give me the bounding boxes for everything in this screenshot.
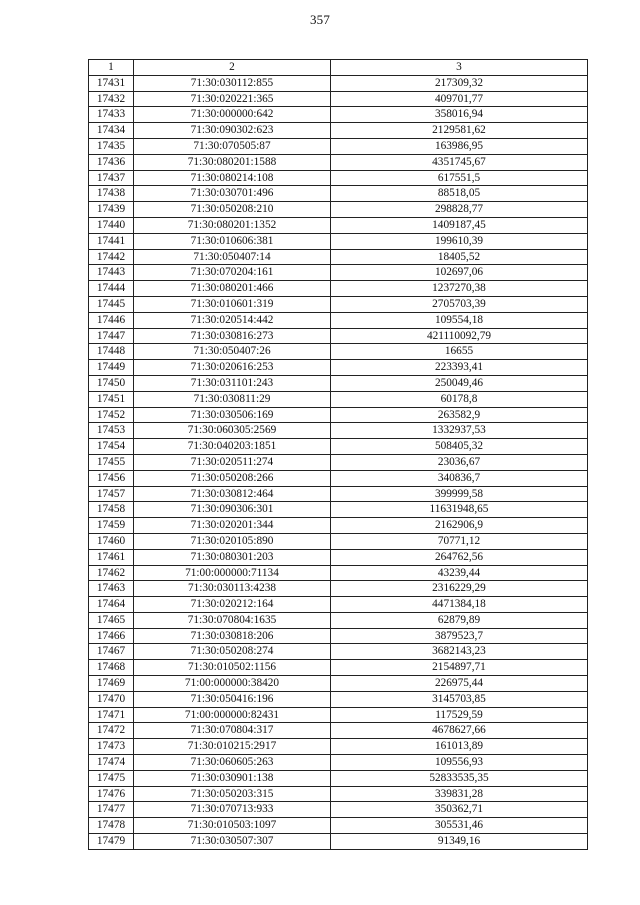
table-row (89, 328, 588, 344)
value-cell: 60178,8 (331, 391, 588, 407)
table-row (89, 454, 588, 470)
table-row (89, 375, 588, 391)
table-row (89, 786, 588, 802)
cadastral-number-cell: 71:30:020616:253 (134, 360, 331, 376)
value-cell: 2154897,71 (331, 660, 588, 676)
value-cell: 298828,77 (331, 202, 588, 218)
row-number-cell: 17443 (89, 265, 134, 281)
cadastral-number-cell: 71:30:050407:14 (134, 249, 331, 265)
cadastral-number-cell: 71:30:020511:274 (134, 454, 331, 470)
cadastral-number-cell: 71:30:030112:855 (134, 75, 331, 91)
cadastral-number-cell: 71:30:080301:203 (134, 549, 331, 565)
value-cell: 340836,7 (331, 470, 588, 486)
table-row (89, 170, 588, 186)
cadastral-number-cell: 71:30:080214:108 (134, 170, 331, 186)
value-cell: 263582,9 (331, 407, 588, 423)
header-row (89, 60, 588, 76)
row-number-cell: 17459 (89, 518, 134, 534)
cadastral-number-cell: 71:30:050208:266 (134, 470, 331, 486)
cadastral-number-cell: 71:30:080201:466 (134, 281, 331, 297)
table-row (89, 75, 588, 91)
value-cell: 117529,59 (331, 707, 588, 723)
row-number-cell: 17442 (89, 249, 134, 265)
cadastral-number-cell: 71:30:040203:1851 (134, 439, 331, 455)
row-number-cell: 17477 (89, 802, 134, 818)
cadastral-number-cell: 71:30:030818:206 (134, 628, 331, 644)
value-cell: 23036,67 (331, 454, 588, 470)
cadastral-number-cell: 71:30:070713:933 (134, 802, 331, 818)
row-number-cell: 17453 (89, 423, 134, 439)
value-cell: 223393,41 (331, 360, 588, 376)
value-cell: 88518,05 (331, 186, 588, 202)
value-cell: 109554,18 (331, 312, 588, 328)
value-cell: 4471384,18 (331, 597, 588, 613)
value-cell: 3879523,7 (331, 628, 588, 644)
row-number-cell: 17431 (89, 75, 134, 91)
value-cell: 1409187,45 (331, 217, 588, 233)
table-row (89, 360, 588, 376)
row-number-cell: 17452 (89, 407, 134, 423)
cadastral-number-cell: 71:30:050407:26 (134, 344, 331, 360)
cadastral-number-cell: 71:30:090302:623 (134, 123, 331, 139)
column-header-1: 1 (89, 60, 134, 76)
cadastral-number-cell: 71:30:090306:301 (134, 502, 331, 518)
table-row (89, 565, 588, 581)
value-cell: 62879,89 (331, 612, 588, 628)
table-row (89, 834, 588, 850)
value-cell: 226975,44 (331, 676, 588, 692)
cadastral-number-cell: 71:30:020221:365 (134, 91, 331, 107)
row-number-cell: 17470 (89, 691, 134, 707)
cadastral-number-cell: 71:30:030701:496 (134, 186, 331, 202)
cadastral-number-cell: 71:30:020201:344 (134, 518, 331, 534)
table-row (89, 723, 588, 739)
row-number-cell: 17448 (89, 344, 134, 360)
row-number-cell: 17479 (89, 834, 134, 850)
table-row (89, 739, 588, 755)
table-row (89, 265, 588, 281)
cadastral-number-cell: 71:30:070804:317 (134, 723, 331, 739)
cadastral-number-cell: 71:30:080201:1352 (134, 217, 331, 233)
table-row (89, 91, 588, 107)
row-number-cell: 17458 (89, 502, 134, 518)
cadastral-number-cell: 71:30:030811:29 (134, 391, 331, 407)
table-row (89, 486, 588, 502)
table-row (89, 217, 588, 233)
cadastral-number-cell: 71:30:050416:196 (134, 691, 331, 707)
row-number-cell: 17432 (89, 91, 134, 107)
cadastral-number-cell: 71:30:070804:1635 (134, 612, 331, 628)
table-row (89, 644, 588, 660)
table-row (89, 344, 588, 360)
table-row (89, 660, 588, 676)
cadastral-number-cell: 71:30:010503:1097 (134, 818, 331, 834)
value-cell: 2162906,9 (331, 518, 588, 534)
row-number-cell: 17450 (89, 375, 134, 391)
value-cell: 11631948,65 (331, 502, 588, 518)
cadastral-number-cell: 71:30:010606:381 (134, 233, 331, 249)
table-row (89, 707, 588, 723)
value-cell: 102697,06 (331, 265, 588, 281)
row-number-cell: 17433 (89, 107, 134, 123)
row-number-cell: 17444 (89, 281, 134, 297)
row-number-cell: 17466 (89, 628, 134, 644)
table-row (89, 612, 588, 628)
cadastral-number-cell: 71:30:070505:87 (134, 138, 331, 154)
value-cell: 70771,12 (331, 533, 588, 549)
table-row (89, 439, 588, 455)
value-cell: 4351745,67 (331, 154, 588, 170)
value-cell: 16655 (331, 344, 588, 360)
value-cell: 52833535,35 (331, 770, 588, 786)
row-number-cell: 17437 (89, 170, 134, 186)
cadastral-number-cell: 71:30:060605:263 (134, 755, 331, 771)
value-cell: 250049,46 (331, 375, 588, 391)
value-cell: 3145703,85 (331, 691, 588, 707)
row-number-cell: 17454 (89, 439, 134, 455)
value-cell: 18405,52 (331, 249, 588, 265)
cadastral-number-cell: 71:30:020212:164 (134, 597, 331, 613)
column-header-2: 2 (134, 60, 331, 76)
value-cell: 350362,71 (331, 802, 588, 818)
cadastral-number-cell: 71:30:050208:210 (134, 202, 331, 218)
table-row (89, 407, 588, 423)
row-number-cell: 17445 (89, 296, 134, 312)
table-row (89, 755, 588, 771)
value-cell: 161013,89 (331, 739, 588, 755)
cadastral-number-cell: 71:00:000000:82431 (134, 707, 331, 723)
value-cell: 2129581,62 (331, 123, 588, 139)
value-cell: 109556,93 (331, 755, 588, 771)
row-number-cell: 17447 (89, 328, 134, 344)
table-row (89, 249, 588, 265)
value-cell: 508405,32 (331, 439, 588, 455)
cadastral-number-cell: 71:30:050208:274 (134, 644, 331, 660)
value-cell: 1237270,38 (331, 281, 588, 297)
value-cell: 2316229,29 (331, 581, 588, 597)
value-cell: 421110092,79 (331, 328, 588, 344)
row-number-cell: 17461 (89, 549, 134, 565)
row-number-cell: 17440 (89, 217, 134, 233)
cadastral-number-cell: 71:30:020105:890 (134, 533, 331, 549)
value-cell: 199610,39 (331, 233, 588, 249)
records-table (88, 59, 588, 850)
cadastral-number-cell: 71:30:030507:307 (134, 834, 331, 850)
table-row (89, 676, 588, 692)
table-row (89, 502, 588, 518)
cadastral-number-cell: 71:30:060305:2569 (134, 423, 331, 439)
value-cell: 399999,58 (331, 486, 588, 502)
row-number-cell: 17449 (89, 360, 134, 376)
row-number-cell: 17438 (89, 186, 134, 202)
cadastral-number-cell: 71:30:070204:161 (134, 265, 331, 281)
table-row (89, 581, 588, 597)
row-number-cell: 17457 (89, 486, 134, 502)
table-row (89, 597, 588, 613)
cadastral-number-cell: 71:30:031101:243 (134, 375, 331, 391)
row-number-cell: 17475 (89, 770, 134, 786)
column-header-3: 3 (331, 60, 588, 76)
table-row (89, 202, 588, 218)
table-row (89, 470, 588, 486)
row-number-cell: 17462 (89, 565, 134, 581)
table-row (89, 818, 588, 834)
cadastral-number-cell: 71:00:000000:71134 (134, 565, 331, 581)
row-number-cell: 17471 (89, 707, 134, 723)
page-number: 357 (309, 12, 331, 27)
value-cell: 217309,32 (331, 75, 588, 91)
cadastral-number-cell: 71:30:020514:442 (134, 312, 331, 328)
value-cell: 4678627,66 (331, 723, 588, 739)
cadastral-number-cell: 71:30:010215:2917 (134, 739, 331, 755)
row-number-cell: 17446 (89, 312, 134, 328)
value-cell: 358016,94 (331, 107, 588, 123)
table-row (89, 312, 588, 328)
cadastral-number-cell: 71:30:030901:138 (134, 770, 331, 786)
row-number-cell: 17478 (89, 818, 134, 834)
table-row (89, 233, 588, 249)
row-number-cell: 17441 (89, 233, 134, 249)
value-cell: 163986,95 (331, 138, 588, 154)
value-cell: 43239,44 (331, 565, 588, 581)
row-number-cell: 17456 (89, 470, 134, 486)
table-row (89, 154, 588, 170)
cadastral-number-cell: 71:30:030816:273 (134, 328, 331, 344)
row-number-cell: 17468 (89, 660, 134, 676)
row-number-cell: 17451 (89, 391, 134, 407)
cadastral-number-cell: 71:30:050203:315 (134, 786, 331, 802)
row-number-cell: 17472 (89, 723, 134, 739)
value-cell: 1332937,53 (331, 423, 588, 439)
table-row (89, 533, 588, 549)
table-row (89, 691, 588, 707)
table-row (89, 281, 588, 297)
table-row (89, 423, 588, 439)
row-number-cell: 17434 (89, 123, 134, 139)
row-number-cell: 17460 (89, 533, 134, 549)
table-row (89, 123, 588, 139)
cadastral-number-cell: 71:30:030506:169 (134, 407, 331, 423)
cadastral-number-cell: 71:30:010601:319 (134, 296, 331, 312)
row-number-cell: 17463 (89, 581, 134, 597)
table-row (89, 770, 588, 786)
row-number-cell: 17474 (89, 755, 134, 771)
table-row (89, 518, 588, 534)
value-cell: 305531,46 (331, 818, 588, 834)
table-row (89, 186, 588, 202)
row-number-cell: 17473 (89, 739, 134, 755)
cadastral-number-cell: 71:30:080201:1588 (134, 154, 331, 170)
value-cell: 617551,5 (331, 170, 588, 186)
table-row (89, 107, 588, 123)
table-row (89, 628, 588, 644)
table-row (89, 391, 588, 407)
table-body (89, 75, 588, 849)
table-row (89, 296, 588, 312)
cadastral-number-cell: 71:30:030113:4238 (134, 581, 331, 597)
value-cell: 264762,56 (331, 549, 588, 565)
value-cell: 409701,77 (331, 91, 588, 107)
value-cell: 2705703,39 (331, 296, 588, 312)
row-number-cell: 17464 (89, 597, 134, 613)
row-number-cell: 17436 (89, 154, 134, 170)
value-cell: 3682143,23 (331, 644, 588, 660)
row-number-cell: 17476 (89, 786, 134, 802)
table-row (89, 802, 588, 818)
row-number-cell: 17439 (89, 202, 134, 218)
row-number-cell: 17465 (89, 612, 134, 628)
row-number-cell: 17469 (89, 676, 134, 692)
row-number-cell: 17455 (89, 454, 134, 470)
value-cell: 91349,16 (331, 834, 588, 850)
row-number-cell: 17435 (89, 138, 134, 154)
value-cell: 339831,28 (331, 786, 588, 802)
table-row (89, 138, 588, 154)
cadastral-number-cell: 71:30:000000:642 (134, 107, 331, 123)
table-row (89, 549, 588, 565)
cadastral-number-cell: 71:00:000000:38420 (134, 676, 331, 692)
cadastral-number-cell: 71:30:030812:464 (134, 486, 331, 502)
row-number-cell: 17467 (89, 644, 134, 660)
cadastral-number-cell: 71:30:010502:1156 (134, 660, 331, 676)
